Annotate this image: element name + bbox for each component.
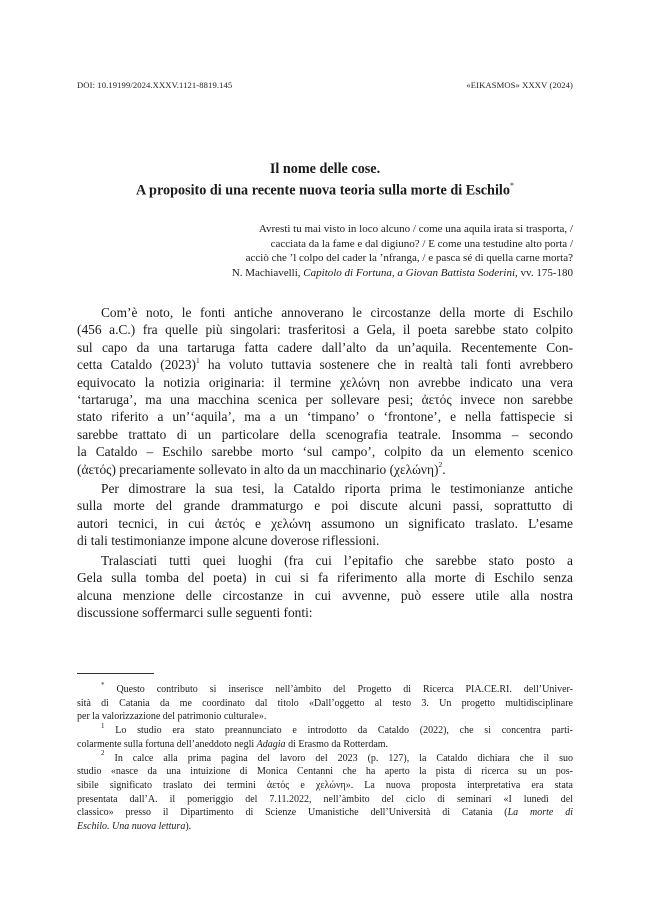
epigraph-line: acciò che ’l colpo del cader la ’nfranga, / e pasca sé di quella carne morta? xyxy=(245,252,573,265)
doi-header: DOI: 10.19199/2024.XXXV.1121-8819.145 xyxy=(77,80,233,90)
epigraph-attribution: N. Machiavelli, Capitolo di Fortuna, a Giovan Battista Soderini, vv. 175-180 xyxy=(231,266,573,279)
footnote-ref-2: 2 xyxy=(438,460,443,470)
paragraph-1: Com’è noto, le fonti antiche annoverano le circostanze della morte di Eschilo (456 a.C.) fra quelle più singolari: trasferitosi a Gela, il poeta sarebbe stato colpito sul capo da una tartaruga fatta cadere dall’alto da un’aquila. Recentemente Con- cetta Cataldo (2023)$^1$ ha voluto tuttavia sostenere che in realtà tali fonti avrebbero equivocato la notizia originaria: il termine χελώνη non avrebbe indicato una vera ‘tartaruga’, ma una macchina scenica per sollevare pesi; ἀετός invece non sarebbe stato riferito a un’‘aquila’, ma a un ‘timpano’ o ‘frontone’, e nella fattispecie si sarebbe trattato di un particolare della scenografia teatrale. Insomma – secondo la Cataldo – Eschilo sarebbe morto ‘sul campo’, colpito da un elemento scenico (ἀετός) precariamente sollevato in alto da un macchinario (χελώνη)$^2$. xyxy=(77,305,573,477)
article-title xyxy=(77,160,573,200)
footnote-2: $^2$ In calce alla prima pagina del lavoro del 2023 (p. 127), la Cataldo dichiara che il suo studio «nasce da una intuizione di Monica Centanni che ha aperto la pista di ricerca su un pos- sibile significato traslato dei termini ἀετός e χελώνη». La nuova proposta interpretativa era stata presentata dall’A. il pomeriggio del 7.11.2022, nell’àmbito del ciclo di seminari «I lunedì del classico» presso il Dipartimento di Scienze Umanistiche dell’Università di Catania (La morte di Eschilo. Una nuova lettura). xyxy=(77,749,573,833)
footnotes xyxy=(77,680,574,834)
paragraph-3: Tralasciati tutti quei luoghi (fra cui l’epitafio che sarebbe stato posto a Gela sulla tomba del poeta) in cui si fa riferimento alla morte di Eschilo senza alcuna menzione delle circostanze in cui avvenne, può essere utile alla nostra discussione soffermarci sulle seguenti fonti: xyxy=(77,552,573,620)
epigraph-line: Avresti tu mai visto in loco alcuno / come una aquila irata si trasporta, / xyxy=(258,223,573,235)
body-text xyxy=(77,304,573,621)
epigraph xyxy=(150,222,573,280)
footnote-ref-1: 1 xyxy=(195,355,200,365)
footnote-star: * Questo contributo si inserisce nell’àmbito del Progetto di Ricerca PIA.CE.RI. dell’Univer- sità di Catania da me coordinato dal titolo «Dall’oggetto al testo 3. Un progetto multidisciplinare per la valorizzazione del patrimonio culturale». xyxy=(77,680,574,723)
paragraph-2: Per dimostrare la sua tesi, la Cataldo riporta prima le testimonianze antiche sulla morte del grande drammaturgo e poi discute alcuni passi, soprattutto di autori tecnici, in cui ἀετός e χελώνη assumono un significato traslato. L’esame di tali testimonianze impone alcune doverose riflessioni. xyxy=(77,481,573,549)
epigraph-line: cacciata da la fame e dal digiuno? / E come una testudine alto porta / xyxy=(270,237,573,250)
footnote-1: $^1$ Lo studio era stato preannunciato e introdotto da Cataldo (2022), che si concentra parti- colarmente sulla fortuna dell’aneddoto negli Adagia di Erasmo da Rotterdam. xyxy=(77,721,573,750)
journal-header: «EIKASMOS» XXXV (2024) xyxy=(466,80,573,90)
title-footnote-marker: * xyxy=(509,181,514,190)
title-line-1: Il nome delle cose. xyxy=(269,161,381,177)
footnote-divider xyxy=(77,673,154,674)
title-line-2: A proposito di una recente nuova teoria sulla morte di Eschilo* xyxy=(136,181,514,199)
